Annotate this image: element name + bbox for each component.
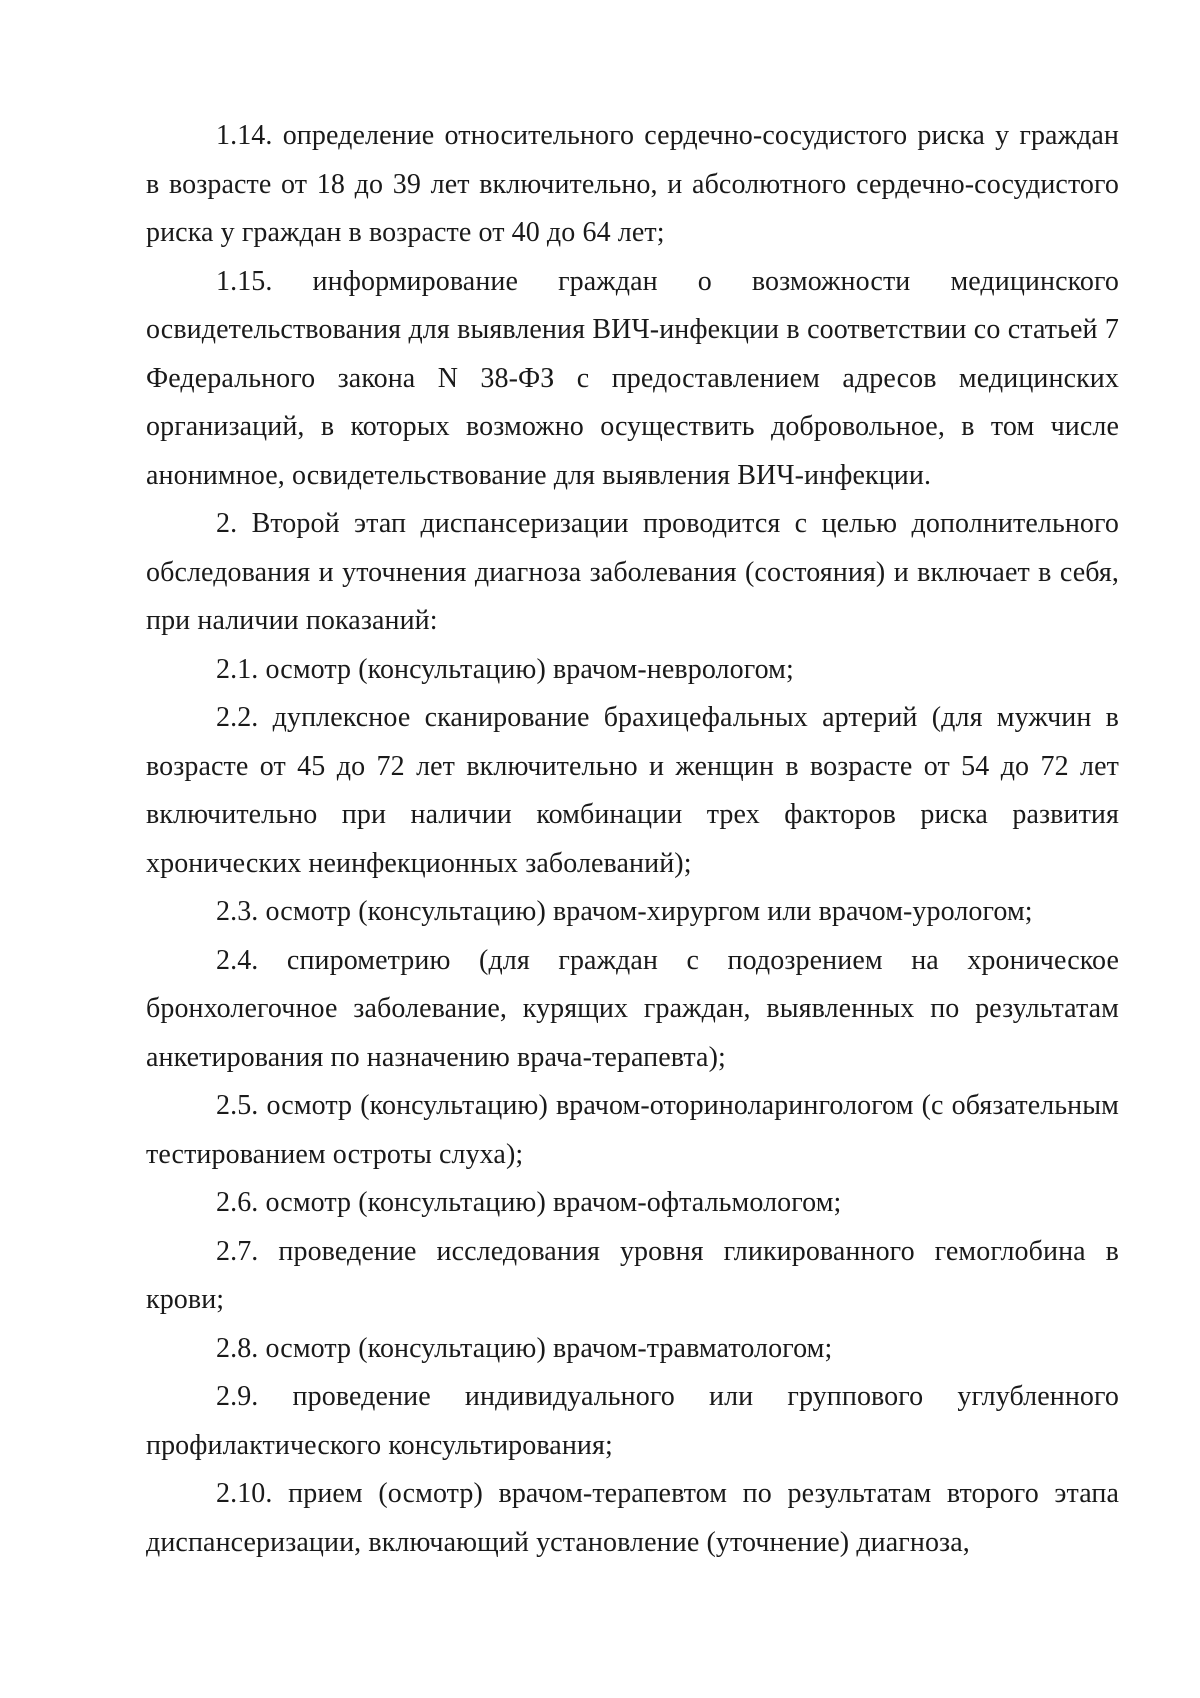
- paragraph-2-10: 2.10. прием (осмотр) врачом-терапевтом по результатам второго этапа диспансеризации, включающий установление (уточнение) диагноза,: [146, 1478, 1119, 1558]
- paragraph-2-7: 2.7. проведение исследования уровня гликированного гемоглобина в крови;: [146, 1235, 1119, 1315]
- paragraph-2: 2. Второй этап диспансеризации проводится с целью дополнительного обследования и уточнения диагноза заболевания (состояния) и включает в себя, при наличии показаний:: [146, 508, 1119, 636]
- paragraph-2-6: 2.6. осмотр (консультацию) врачом-офтальмологом;: [216, 1187, 842, 1218]
- paragraph-1-14: 1.14. определение относительного сердечно-сосудистого риска у граждан в возрасте от 18 до 39 лет включительно, и абсолютного сердечно-сосудистого риска у граждан в возрасте от 40 до 64 лет;: [146, 120, 1119, 248]
- paragraph-2-9: 2.9. проведение индивидуального или группового углубленного профилактического консультирования;: [146, 1381, 1119, 1461]
- paragraph-2-2: 2.2. дуплексное сканирование брахицефальных артерий (для мужчин в возрасте от 45 до 72 лет включительно и женщин в возрасте от 54 до 72 лет включительно при наличии комбинации трех факторов риска развития хронических неинфекционных заболеваний);: [146, 702, 1119, 879]
- paragraph-1-15: 1.15. информирование граждан о возможности медицинского освидетельствования для выявления ВИЧ-инфекции в соответствии со статьей 7 Федерального закона N 38-ФЗ с предоставлением адресов медицинских организаций, в которых возможно осуществить добровольное, в том числе анонимное, освидетельствование для выявления ВИЧ-инфекции.: [146, 265, 1119, 491]
- paragraph-2-1: 2.1. осмотр (консультацию) врачом-неврологом;: [216, 653, 794, 685]
- paragraph-2-4: 2.4. спирометрию (для граждан с подозрением на хроническое бронхолегочное заболевание, курящих граждан, выявленных по результатам анкетирования по назначению врача-терапевта);: [146, 944, 1119, 1073]
- paragraph-2-5: 2.5. осмотр (консультацию) врачом-оториноларингологом (с обязательным тестированием остроты слуха);: [146, 1090, 1119, 1170]
- paragraph-2-8: 2.8. осмотр (консультацию) врачом-травматологом;: [216, 1332, 833, 1364]
- document-page: [146, 112, 1119, 1567]
- paragraph-2-3: 2.3. осмотр (консультацию) врачом-хирургом или врачом-урологом;: [216, 896, 1033, 927]
